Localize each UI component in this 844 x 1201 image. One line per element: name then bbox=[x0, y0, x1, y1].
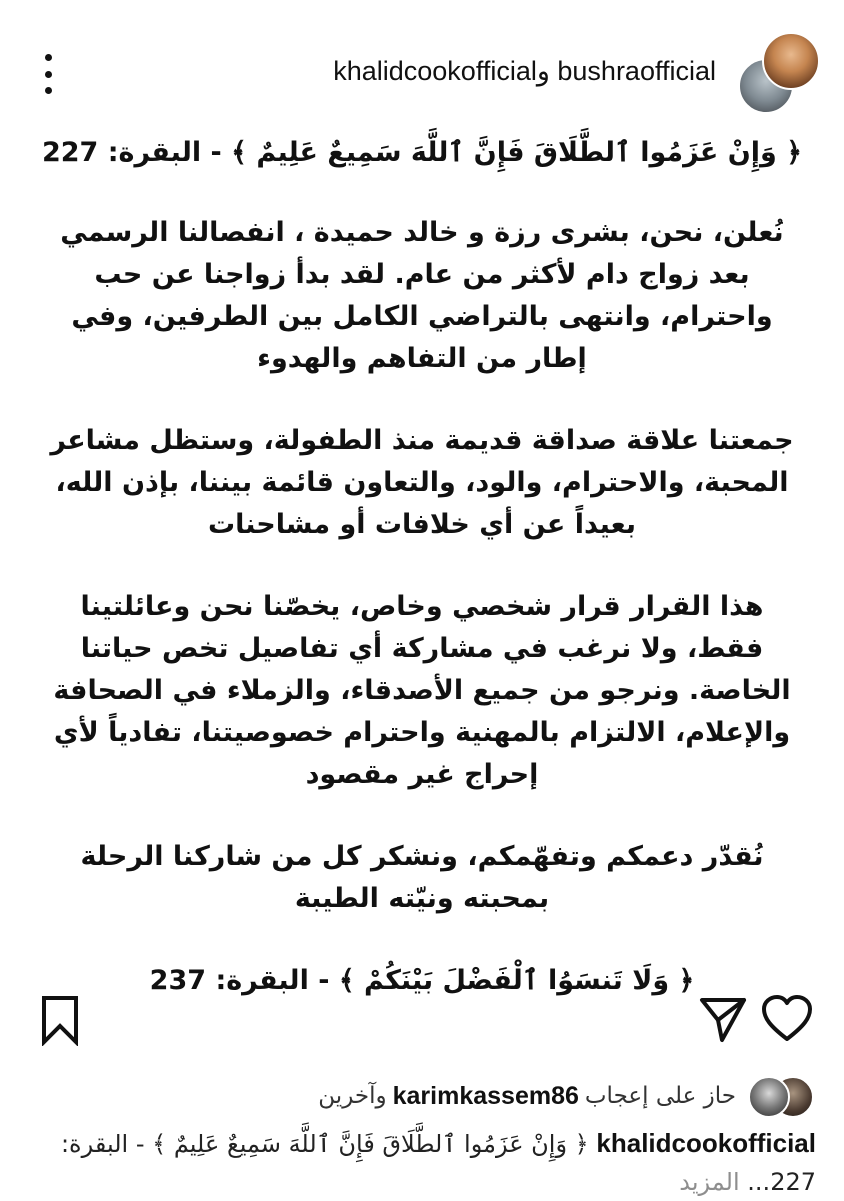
post-caption bbox=[20, 1124, 816, 1201]
avatar-primary bbox=[762, 32, 820, 90]
post-authors[interactable]: bushraofficial وkhalidcookofficial bbox=[333, 56, 716, 86]
closing-verse: ﴿ وَلَا تَنسَوُا ٱلْفَضْلَ بَيْنَكُمْ ﴾ - البقرة: 237 bbox=[149, 965, 695, 996]
post-content bbox=[40, 132, 804, 1002]
paragraph-friendship: جمعتنا علاقة صداقة قديمة منذ الطفولة، وستظل مشاعر المحبة، والاحترام، والود، والتعاون قائمة بيننا، بإذن الله، بعيداً عن أي خلافات أو مشاحنات bbox=[50, 425, 794, 540]
likes-summary[interactable] bbox=[318, 1074, 814, 1118]
caption-text: ﴿ وَإِنْ عَزَمُوا ٱلطَّلَاقَ فَإِنَّ ٱللَّهَ سَمِيعٌ عَلِيمٌ ﴾ - البقرة: 227... bbox=[60, 1130, 816, 1196]
likes-prefix: حاز على إعجاب bbox=[584, 1083, 736, 1109]
paragraph-announcement: نُعلن، نحن، بشرى رزة و خالد حميدة ، انفصالنا الرسمي بعد زواج دام لأكثر من عام. لقد بدأ زواجنا عن حب واحترام، وانتهى بالتراضي الكامل بين الطرفين، وفي إطار من التفاهم والهدوء bbox=[60, 217, 784, 374]
likes-suffix[interactable]: وآخرين bbox=[318, 1083, 387, 1109]
opening-verse: ﴿ وَإِنْ عَزَمُوا ٱلطَّلَاقَ فَإِنَّ ٱللَّهَ سَمِيعٌ عَلِيمٌ ﴾ - البقرة: 227 bbox=[41, 137, 803, 168]
bookmark-icon[interactable] bbox=[38, 994, 82, 1050]
author-avatars[interactable] bbox=[738, 32, 818, 112]
dot bbox=[45, 54, 52, 61]
heart-icon[interactable] bbox=[760, 994, 814, 1048]
send-icon[interactable] bbox=[698, 994, 748, 1048]
paragraph-privacy: هذا القرار قرار شخصي وخاص، يخصّنا نحن وعائلتينا فقط، ولا نرغب في مشاركة أي تفاصيل تخص حياتنا الخاصة. ونرجو من جميع الأصدقاء، والزملاء في الصحافة والإعلام، الالتزام بالمهنية واحترام خصوصيتنا، تفادياً لأي إحراج غير مقصود bbox=[53, 591, 791, 790]
action-bar bbox=[0, 990, 844, 1054]
more-link[interactable]: المزيد bbox=[679, 1168, 740, 1196]
dot bbox=[45, 87, 52, 94]
avatar bbox=[748, 1076, 790, 1118]
liker-username[interactable]: karimkassem86 bbox=[392, 1081, 579, 1110]
dot bbox=[45, 71, 52, 78]
paragraph-thanks: نُقدّر دعمكم وتفهّمكم، ونشكر كل من شاركنا الرحلة بمحبته ونيّته الطيبة bbox=[80, 841, 764, 914]
more-options-icon[interactable] bbox=[36, 54, 60, 94]
caption-username[interactable]: khalidcookofficial bbox=[596, 1128, 816, 1158]
post-header bbox=[0, 28, 844, 118]
liker-avatars bbox=[748, 1076, 814, 1116]
